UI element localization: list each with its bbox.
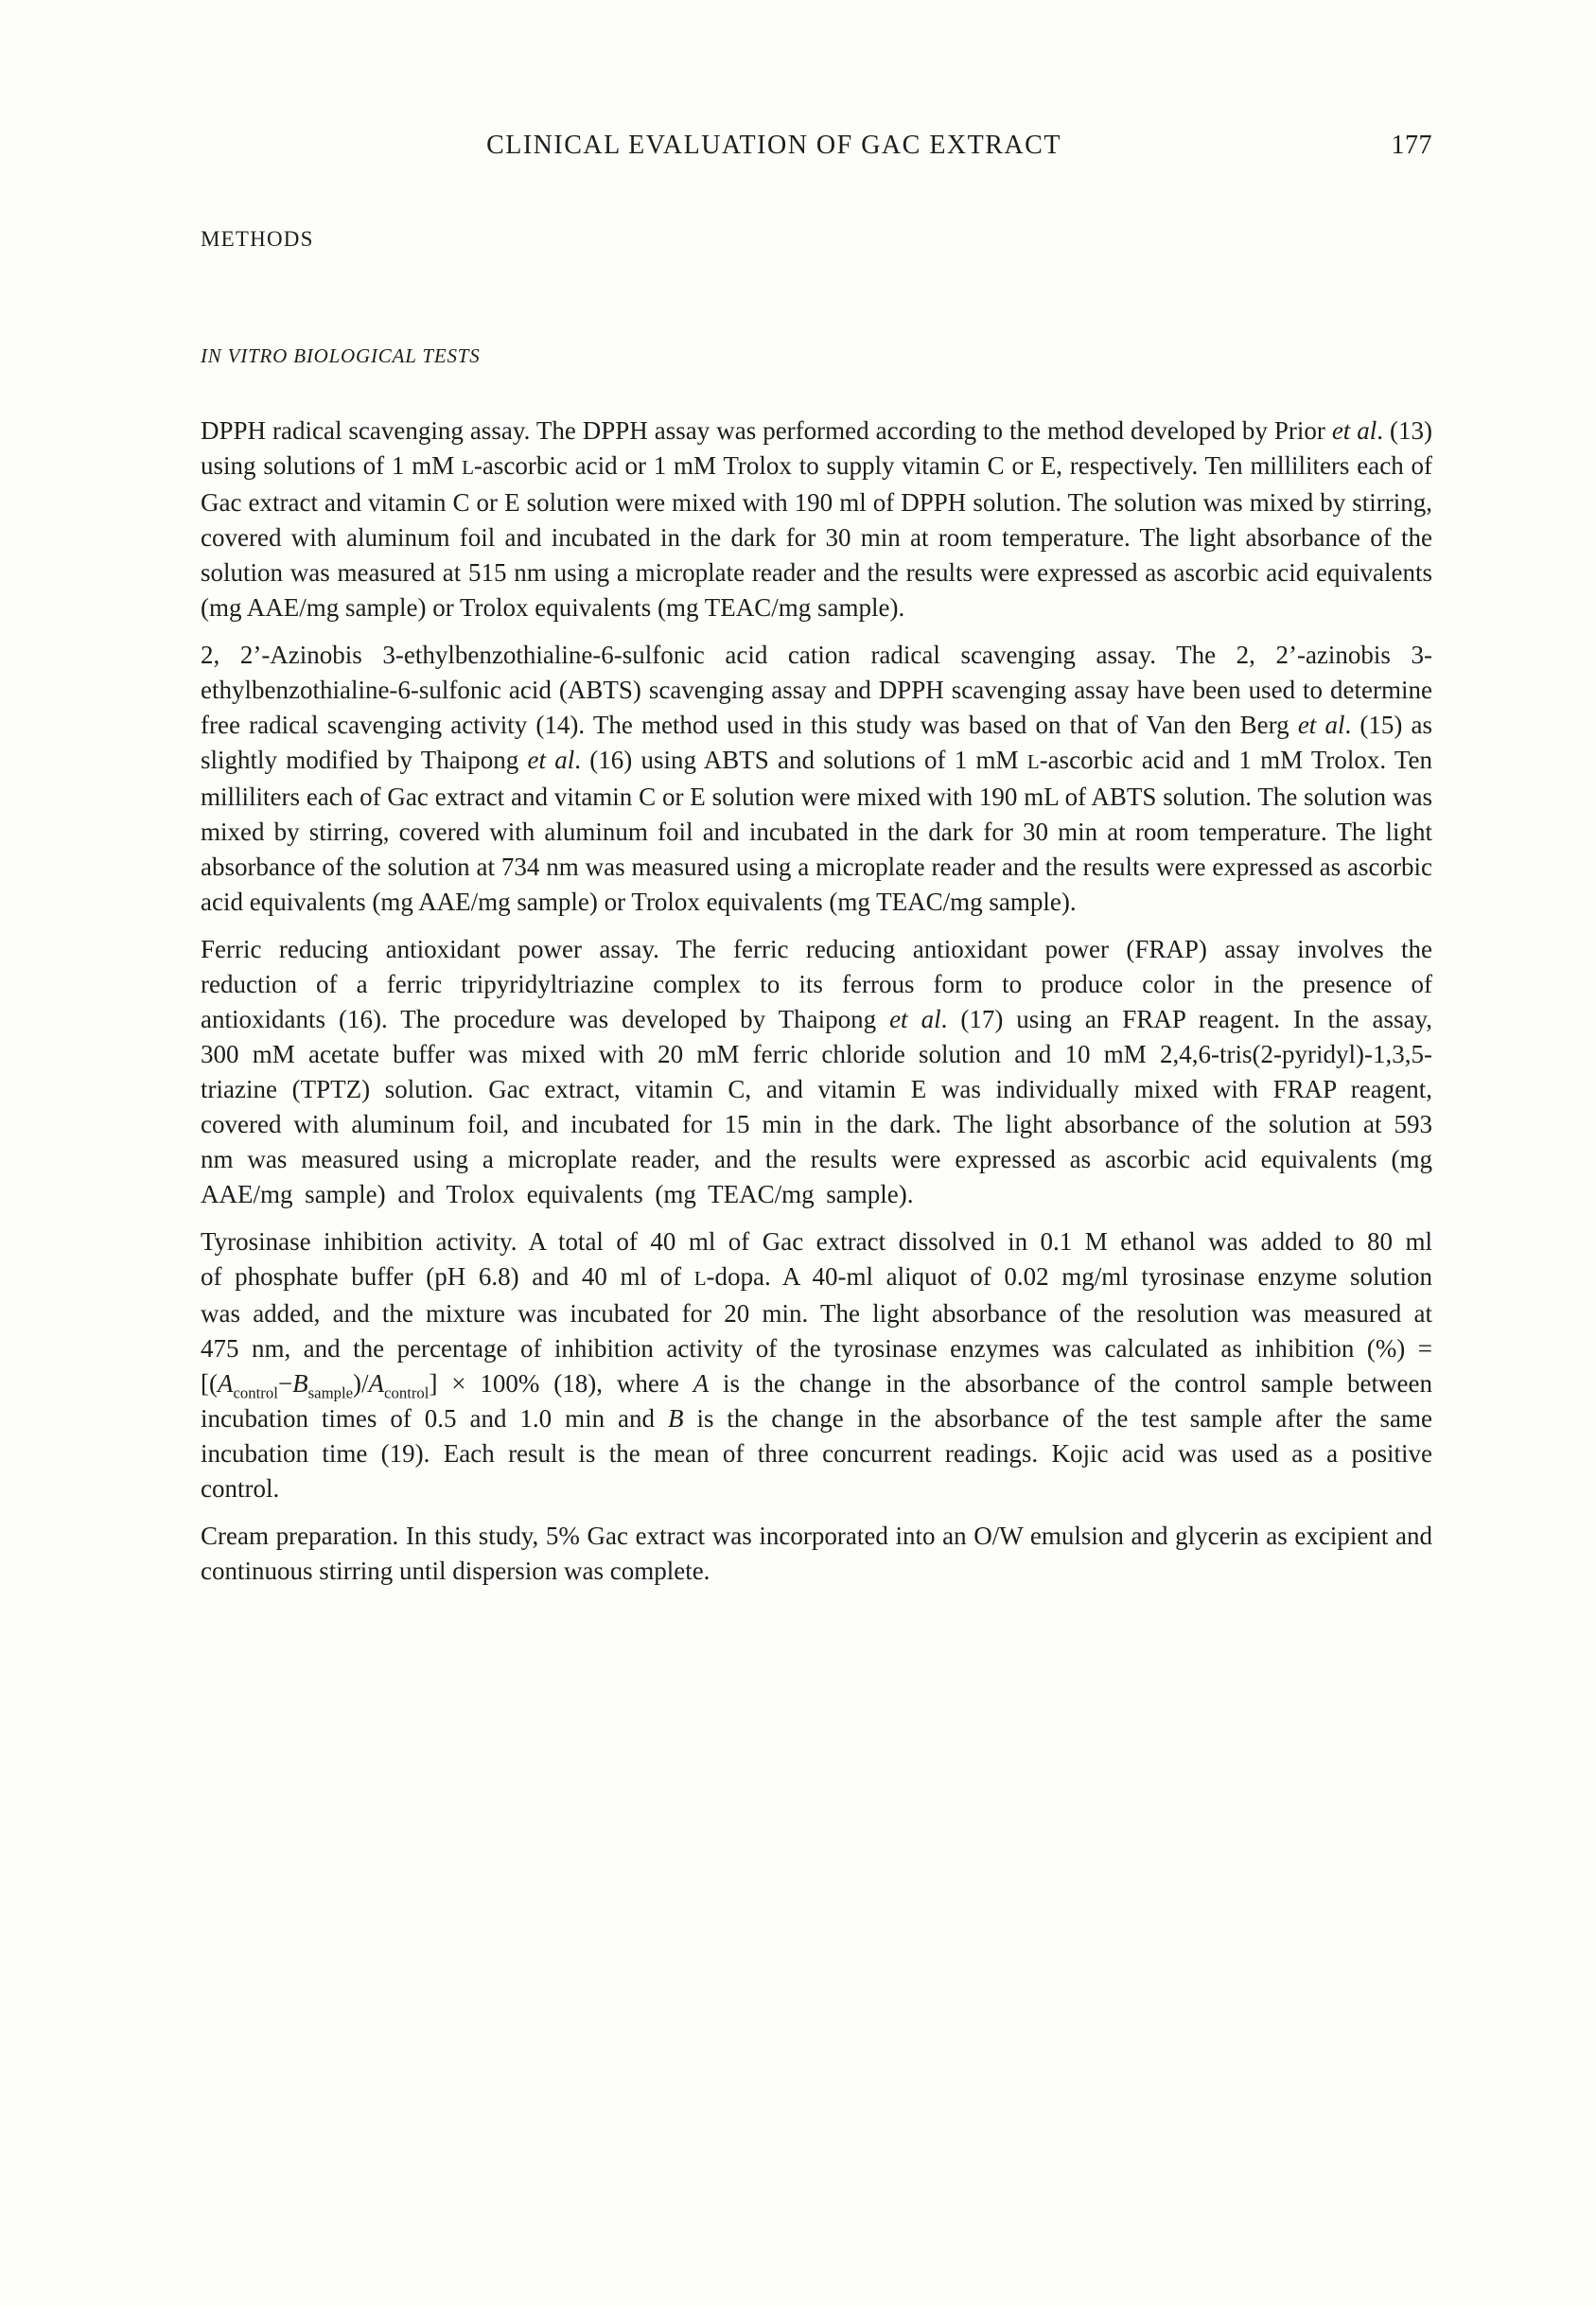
page-number: 177 — [1391, 131, 1432, 160]
paragraph-tyrosinase-inhibition: Tyrosinase inhibition activity. A total of 40 ml of Gac extract dissolved in 0.1 M ethanol was added to 80 ml of phosphate buffer (pH 6.8) and 40 ml of L-dopa. A 40-ml aliquot of 0.02 mg/ml tyrosinase enzyme solution was added, and the mixture was incubated for 20 min. The light absorbance of the resolution was measured at 475 nm, and the percentage of inhibition activity of the tyrosinase enzymes was calculated as inhibition (%) = $[(A_{control}-B_{sample})/A_{control}] \times 100\%$ (18), where A is the change in the absorbance of the control sample between incubation times of 0.5 and 1.0 min and B is the change in the absorbance of the test sample after the same incubation time (19). Each result is the mean of three concurrent readings. Kojic acid was used as a positive control. — [201, 1227, 1433, 1503]
paragraph-frap-assay: Ferric reducing antioxidant power assay. The ferric reducing antioxidant power (FRAP) assay involves the reduction of a ferric tripyridyltriazine complex to its ferrous form to produce color in the presence of antioxidants (16). The procedure was developed by Thaipong et al. (17) using an FRAP reagent. In the assay, 300 mM acetate buffer was mixed with 20 mM ferric chloride solution and 10 mM 2,4,6-tris(2-pyridyl)-1,3,5-triazine (TPTZ) solution. Gac extract, vitamin C, and vitamin E was individually mixed with FRAP reagent, covered with aluminum foil, and incubated for 15 min in the dark. The light absorbance of the solution at 593 nm was measured using a microplate reader, and the results were expressed as ascorbic acid equivalents (mg AAE/mg sample) and Trolox equivalents (mg TEAC/mg sample). — [201, 935, 1432, 1208]
page-content — [201, 0, 1432, 1601]
subsection-heading-in-vitro-biological-tests: IN VITRO BIOLOGICAL TESTS — [201, 344, 481, 367]
paragraph-cream-preparation: Cream preparation. In this study, 5% Gac extract was incorporated into an O/W emulsion and glycerin as excipient and continuous stirring until dispersion was complete. — [201, 1522, 1432, 1585]
paragraph-dpph-assay: DPPH radical scavenging assay. The DPPH assay was performed according to the method developed by Prior et al. (13) using solutions of 1 mM L-ascorbic acid or 1 mM Trolox to supply vitamin C or E, respectively. Ten milliliters each of Gac extract and vitamin C or E solution were mixed with 190 ml of DPPH solution. The solution was mixed by stirring, covered with aluminum foil and incubated in the dark for 30 min at room temperature. The light absorbance of the solution was measured at 515 nm using a microplate reader and the results were expressed as ascorbic acid equivalents (mg AAE/mg sample) or Trolox equivalents (mg TEAC/mg sample). — [201, 416, 1433, 622]
body-text — [201, 414, 1432, 1589]
paragraph-abts-assay: 2, 2’-Azinobis 3-ethylbenzothialine-6-sulfonic acid cation radical scavenging assay. The 2, 2’-azinobis 3-ethylbenzothialine-6-sulfonic acid (ABTS) scavenging assay and DPPH scavenging assay have been used to determine free radical scavenging activity (14). The method used in this study was based on that of Van den Berg et al. (15) as slightly modified by Thaipong et al. (16) using ABTS and solutions of 1 mM L-ascorbic acid and 1 mM Trolox. Ten milliliters each of Gac extract and vitamin C or E solution were mixed with 190 mL of ABTS solution. The solution was mixed by stirring, covered with aluminum foil and incubated in the dark for 30 min at room temperature. The light absorbance of the solution at 734 nm was measured using a microplate reader and the results were expressed as ascorbic acid equivalents (mg AAE/mg sample) or Trolox equivalents (mg TEAC/mg sample). — [201, 641, 1432, 916]
running-head-title: CLINICAL EVALUATION OF GAC EXTRACT — [486, 131, 1061, 160]
section-heading-methods: METHODS — [201, 227, 314, 251]
running-head — [201, 131, 1432, 168]
